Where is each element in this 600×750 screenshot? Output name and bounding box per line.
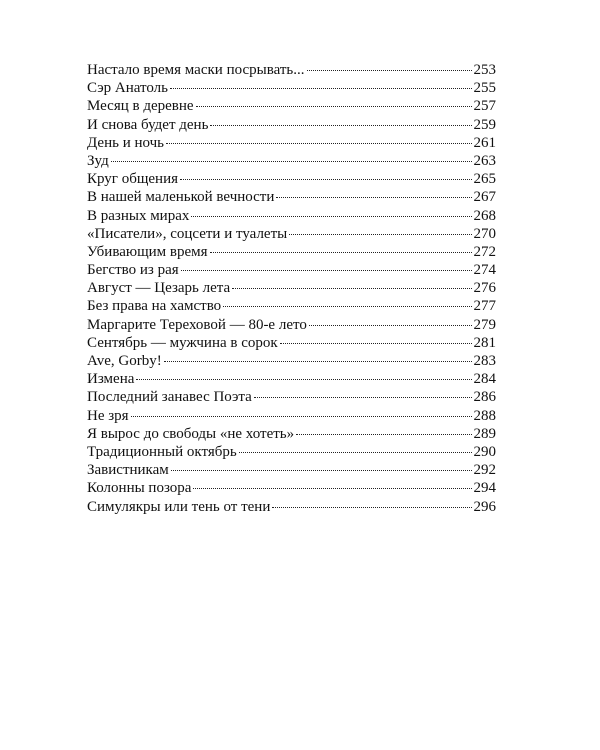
toc-entry-title: Традиционный октябрь xyxy=(87,443,237,460)
toc-entry-title: Сентябрь — мужчина в сорок xyxy=(87,334,278,351)
toc-entry xyxy=(87,371,496,389)
dot-leader xyxy=(136,379,471,380)
toc-entry xyxy=(87,444,496,462)
toc-entry-title: Я вырос до свободы «не хотеть» xyxy=(87,425,295,442)
toc-entry-page-number: 267 xyxy=(473,189,496,206)
toc-entry xyxy=(87,171,496,189)
toc-entry-page-number: 259 xyxy=(473,116,496,133)
toc-entry-page-number: 276 xyxy=(473,280,496,297)
toc-entry xyxy=(87,226,496,244)
toc-entry-title: Настало время маски посрывать... xyxy=(87,62,305,78)
toc-entry-page-number: 281 xyxy=(473,334,496,351)
toc-entry-page-number: 289 xyxy=(473,425,496,442)
toc-entry xyxy=(87,298,496,316)
dot-leader xyxy=(289,234,471,235)
dot-leader xyxy=(276,197,471,198)
dot-leader xyxy=(296,434,471,435)
toc-entry xyxy=(87,153,496,171)
toc-entry xyxy=(87,408,496,426)
toc-entry-page-number: 263 xyxy=(473,152,496,169)
toc-entry-page-number: 265 xyxy=(473,171,496,188)
toc-entry xyxy=(87,462,496,480)
toc-entry-page-number: 272 xyxy=(473,243,496,260)
dot-leader xyxy=(280,343,472,344)
toc-entry-title: Последний занавес Поэта xyxy=(87,389,252,406)
dot-leader xyxy=(166,143,472,144)
toc-entry xyxy=(87,480,496,498)
toc-entry-page-number: 270 xyxy=(473,225,496,242)
toc-entry-title: Колонны позора xyxy=(87,480,192,497)
toc-entry xyxy=(87,426,496,444)
toc-entry-title: Маргарите Тереховой — 80-е лето xyxy=(87,316,307,333)
toc-entry-title: День и ночь xyxy=(87,134,164,151)
toc-entry-title: Август — Цезарь лета xyxy=(87,280,231,297)
toc-entry xyxy=(87,389,496,407)
toc-entry-page-number: 288 xyxy=(473,407,496,424)
toc-entry-title: В разных мирах xyxy=(87,207,190,224)
toc-entry xyxy=(87,62,496,80)
toc-entry xyxy=(87,98,496,116)
toc-entry-title: Сэр Анатоль xyxy=(87,80,168,97)
toc-entry-page-number: 292 xyxy=(473,462,496,479)
toc-entry xyxy=(87,135,496,153)
dot-leader xyxy=(170,88,472,89)
toc-entry-title: Бегство из рая xyxy=(87,262,179,279)
dot-leader xyxy=(164,361,472,362)
dot-leader xyxy=(307,70,472,71)
toc-entry-page-number: 286 xyxy=(473,389,496,406)
toc-entry xyxy=(87,317,496,335)
toc-entry-page-number: 257 xyxy=(473,98,496,115)
toc-entry xyxy=(87,208,496,226)
toc-entry-title: Не зря xyxy=(87,407,129,424)
toc-entry-title: Круг общения xyxy=(87,171,179,188)
toc-entry-title: Измена xyxy=(87,371,135,388)
toc-entry-page-number: 290 xyxy=(473,443,496,460)
dot-leader xyxy=(210,125,471,126)
toc-entry xyxy=(87,499,496,517)
dot-leader xyxy=(181,270,472,271)
toc-entry-title: Ave, Gorby! xyxy=(87,353,162,369)
dot-leader xyxy=(272,507,471,508)
toc-entry-title: Завистникам xyxy=(87,462,169,479)
toc-entry-page-number: 279 xyxy=(473,316,496,333)
toc-entry-page-number: 277 xyxy=(473,298,496,315)
toc-entry-title: Симулякры или тень от тени xyxy=(87,498,271,515)
dot-leader xyxy=(193,488,471,489)
toc-entry-page-number: 294 xyxy=(473,480,496,497)
toc-entry xyxy=(87,189,496,207)
dot-leader xyxy=(180,179,471,180)
toc-entry-page-number: 296 xyxy=(473,498,496,515)
toc-entry-page-number: 284 xyxy=(473,371,496,388)
dot-leader xyxy=(111,161,472,162)
toc-entry-page-number: 283 xyxy=(473,353,496,369)
dot-leader xyxy=(196,106,472,107)
toc-entry-title: И снова будет день xyxy=(87,116,209,133)
toc-entry-title: Убивающим время xyxy=(87,243,208,260)
dot-leader xyxy=(191,216,471,217)
dot-leader xyxy=(223,306,471,307)
dot-leader xyxy=(210,252,472,253)
dot-leader xyxy=(254,397,472,398)
toc-entry xyxy=(87,80,496,98)
toc-entry-page-number: 253 xyxy=(473,62,496,78)
toc-entry xyxy=(87,353,496,371)
toc-entry xyxy=(87,244,496,262)
toc-entry-title: Месяц в деревне xyxy=(87,98,194,115)
toc-entry-page-number: 274 xyxy=(473,262,496,279)
toc-entry xyxy=(87,280,496,298)
dot-leader xyxy=(171,470,472,471)
dot-leader xyxy=(309,325,472,326)
toc-entry-title: В нашей маленькой вечности xyxy=(87,189,275,206)
dot-leader xyxy=(232,288,471,289)
toc-entry-title: «Писатели», соцсети и туалеты xyxy=(87,225,288,242)
toc-entry xyxy=(87,335,496,353)
toc-entry-title: Без права на хамство xyxy=(87,298,222,315)
dot-leader xyxy=(239,452,472,453)
dot-leader xyxy=(131,416,472,417)
table-of-contents xyxy=(87,62,496,517)
toc-entry-page-number: 255 xyxy=(473,80,496,97)
toc-entry xyxy=(87,117,496,135)
toc-entry-title: Зуд xyxy=(87,152,109,169)
toc-entry-page-number: 261 xyxy=(473,134,496,151)
toc-entry-page-number: 268 xyxy=(473,207,496,224)
toc-entry xyxy=(87,262,496,280)
